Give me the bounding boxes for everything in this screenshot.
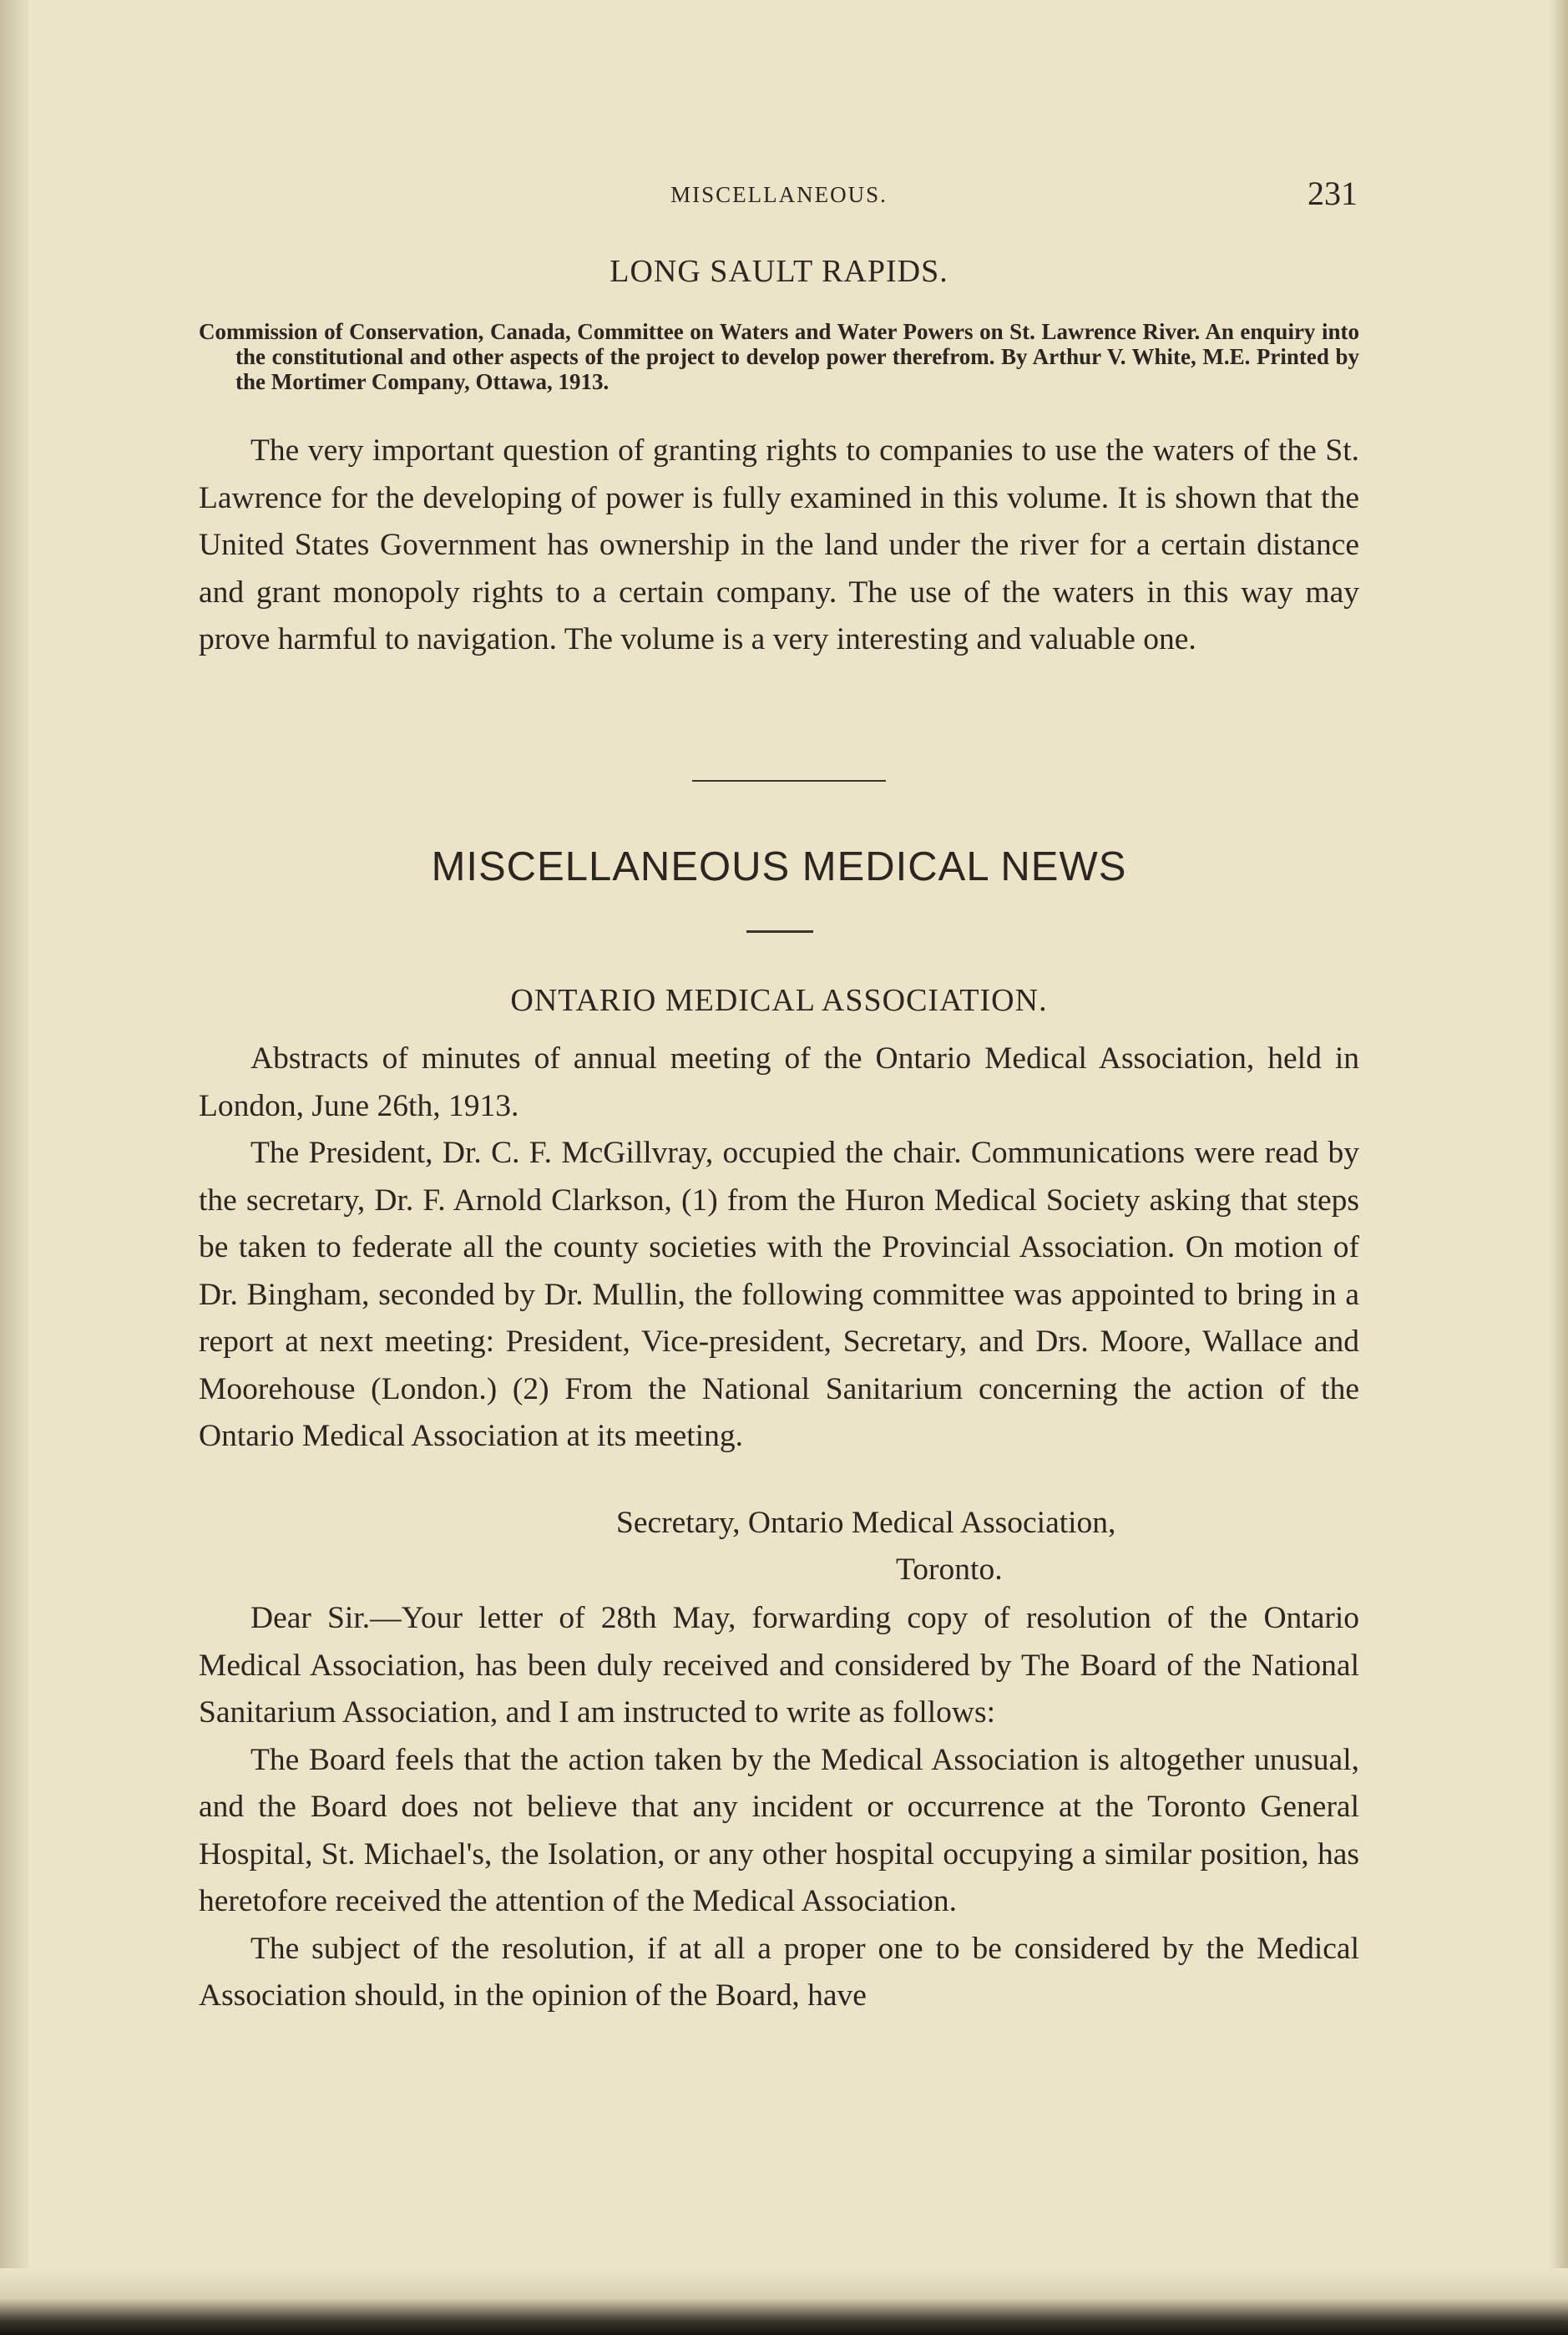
banner-rule <box>746 930 813 933</box>
page-gutter-shadow <box>0 0 28 2335</box>
review-body <box>199 428 1359 664</box>
running-title: MISCELLANEOUS. <box>670 182 888 207</box>
abstract-intro: Abstracts of minutes of annual meeting of the Ontario Medical Association, held in London, June 26th, 1913. <box>199 1041 1359 1123</box>
minutes-body <box>199 1036 1359 1461</box>
letter-paragraph: The Board feels that the action taken by the Medical Association is altogether unusual, and the Board does not believe that any incident or occurrence at the Toronto General Hospital, St. Michael's, the Isolation, or any other hospital occupying a similar position, has heretofore received the attention of the Medical Association. <box>199 1742 1359 1918</box>
letter-address <box>199 1500 1359 1593</box>
section-divider <box>692 780 886 782</box>
citation-text: Commission of Conservation, Canada, Committee on Waters and Water Powers on St. Lawrence River. An enquiry into the constitutional and other aspects of the project to develop power therefrom. By Arthur V. White, M.E. Printed by the Mortimer Company, Ottawa, 1913. <box>199 319 1359 394</box>
letter-paragraph: Dear Sir.—Your letter of 28th May, forwarding copy of resolution of the Ontario Medical Association, has been duly received and considered by The Board of the National Sanitarium Association, and I am instructed to write as follows: <box>199 1601 1359 1730</box>
page-edge-shadow <box>1550 0 1568 2335</box>
review-paragraph: The very important question of granting rights to companies to use the waters of the St. Lawrence for the developing of power is fully examined in this volume. It is shown that the United States Government has ownership in the land under the river for a certain distance and grant monopoly rights to a certain company. The use of the waters in this way may prove harmful to navigation. The volume is a very interesting and valuable one. <box>199 433 1359 656</box>
news-banner: MISCELLANEOUS MEDICAL NEWS <box>431 844 1127 889</box>
review-heading: LONG SAULT RAPIDS. <box>609 254 948 289</box>
running-head <box>199 174 1359 224</box>
letter-body <box>199 1595 1359 2020</box>
address-line-city: Toronto. <box>896 1552 1003 1587</box>
minutes-paragraph: The President, Dr. C. F. McGillvray, occupied the chair. Communications were read by the secretary, Dr. F. Arnold Clarkson, (1) from the Huron Medical Society asking that steps be taken to federate all the county societies with the Provincial Association. On motion of Dr. Bingham, seconded by Dr. Mullin, the following committee was appointed to bring in a report at next meeting: President, Vice-president, Secretary, and Drs. Moore, Wallace and Moorehouse (London.) (2) From the National Sanitarium concerning the action of the Ontario Medical Association at its meeting. <box>199 1136 1359 1453</box>
review-citation <box>199 319 1359 394</box>
association-heading: ONTARIO MEDICAL ASSOCIATION. <box>510 983 1048 1018</box>
letter-paragraph: The subject of the resolution, if at all a proper one to be considered by the Medical Association should, in the opinion of the Board, have <box>199 1931 1359 2013</box>
page-bottom-shadow <box>0 2268 1568 2335</box>
page-number: 231 <box>1308 175 1358 212</box>
address-line-secretary: Secretary, Ontario Medical Association, <box>616 1506 1116 1540</box>
